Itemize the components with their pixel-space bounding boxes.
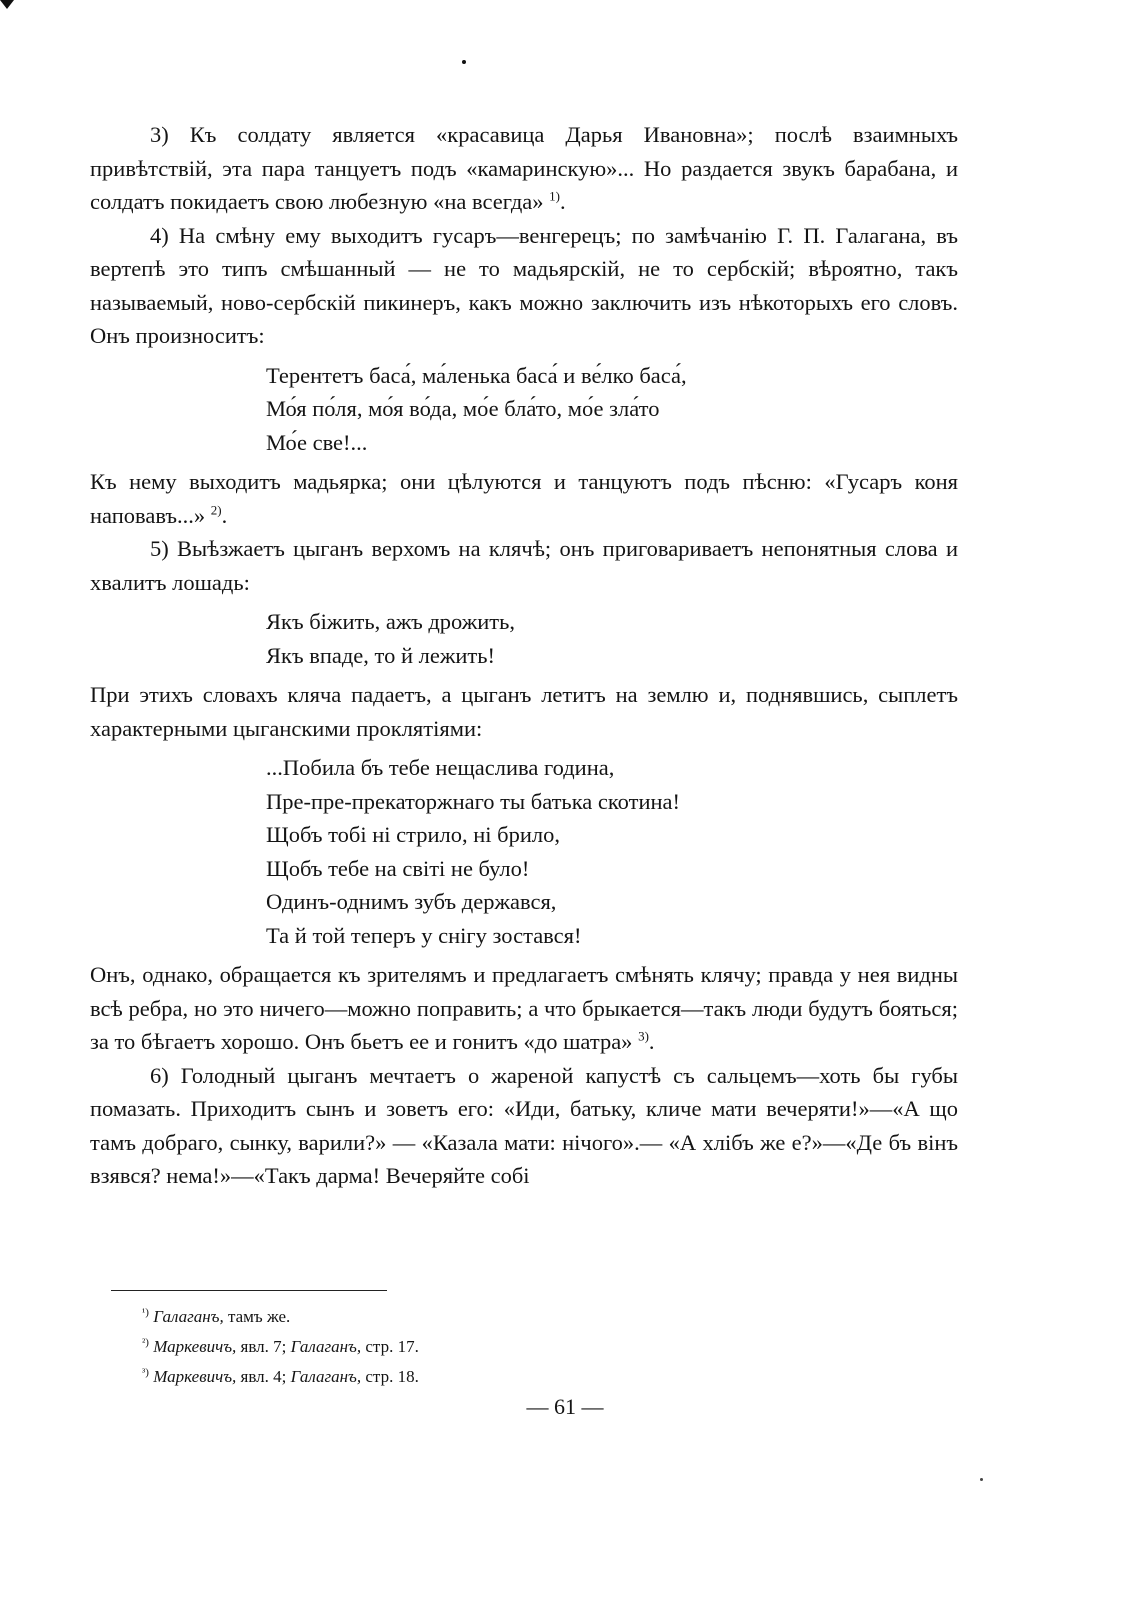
paragraph-text: 5) Выѣзжаетъ цыганъ верхомъ на клячѣ; онъ приговариваетъ непонятныя слова и хвалитъ лошадь: [90,536,958,595]
footnote-text: стр. 18. [361,1367,419,1386]
paragraph [90,678,958,745]
paragraph [90,1059,958,1193]
footnote-ref: 1) [549,188,560,204]
page-number: — 61 — [526,1394,604,1419]
verse-line: Мо́я по́ля, мо́я во́да, мо́е бла́то, мо́е зла́то [266,396,660,421]
footnotes [142,1302,742,1392]
footnote-mark: ¹) [142,1306,149,1319]
verse-line: Та й той теперъ у снігу зостався! [266,922,582,948]
footnote [142,1332,742,1362]
verse-line: Щобъ тобі ні стрило, ні брило, [266,822,560,847]
verse-line: ...Побила бъ тебе нещаслива година, [266,755,615,780]
footnote-author: Маркевичъ, [153,1367,237,1386]
footnote-text: явл. 7; [236,1337,291,1356]
main-text [90,118,958,1193]
paragraph [90,118,958,219]
verse-line: Якъ біжить, ажъ дрожить, [266,609,516,634]
footnote-mark: ³) [142,1366,149,1379]
verse-line: Мо́е све!... [266,429,368,455]
footnote [142,1302,742,1332]
footnote-text: явл. 4; [236,1367,291,1386]
footnote-author: Галаганъ, [290,1337,362,1356]
footnote-author: Галаганъ, [153,1307,224,1326]
verse [90,751,958,952]
paragraph-text: При этихъ словахъ кляча падаетъ, а цыганъ летитъ на землю и, поднявшись, сыплетъ характерными цыганскими проклятіями: [90,682,958,741]
paragraph [90,958,958,1059]
paragraph-tail: . [221,502,228,528]
footnote-text: тамъ же. [223,1307,291,1326]
paragraph-text: 6) Голодный цыганъ мечтаетъ о жареной капустѣ съ сальцемъ—хоть бы губы помазать. Приходитъ сынъ и зоветъ его: «Иди, батьку, кличе мати вечеряти!»—«А що тамъ добраго, сынку, варили?» — «Казала мати: нічого».— «А хлібъ же е?»—«Де бъ вінъ взявся? нема!»—«Такъ дарма! Вечеряйте собі [90,1062,958,1188]
footnote-author: Маркевичъ, [153,1337,237,1356]
verse [90,605,958,672]
verse-line: Якъ впаде, то й лежить! [266,642,495,668]
footnote-mark: ²) [142,1336,149,1349]
footnote-divider [111,1290,387,1291]
paragraph-tail: . [648,1029,655,1054]
footnote-author: Галаганъ, [290,1367,362,1386]
paragraph-text: 4) На смѣну ему выходитъ гусаръ—венгерецъ; по замѣчанію Г. П. Галагана, въ вертепѣ это типъ смѣшанный — не то мадьярскій, не то сербскій; вѣроятно, такъ называемый, ново-сербскій пикинеръ, какъ можно заключить изъ нѣкоторыхъ его словъ. Онъ произноситъ: [90,222,958,348]
paragraph [90,219,958,353]
verse [90,359,958,460]
paragraph-text: Къ нему выходитъ мадьярка; они цѣлуются и танцуютъ подъ пѣсню: «Гусаръ коня наповавъ...» [90,469,958,528]
footnote-ref: 2) [210,502,222,517]
verse-line: Пре-пре-прекаторжнаго ты батька скотина! [266,788,681,814]
paragraph-text: 3) Къ солдату является «красавица Дарья Ивановна»; послѣ взаимныхъ привѣтствій, эта пара танцуетъ подъ «камаринскую»... Но раздается звукъ барабана, и солдатъ покидаетъ свою любезную «на всегда» [90,122,958,214]
scan-speck [980,1478,983,1481]
footnote-text: стр. 17. [361,1337,419,1356]
paragraph [90,465,958,532]
verse-line: Терентетъ баса́, ма́ленька баса́ и ве́лко баса́, [266,362,687,388]
scan-speck [462,60,466,64]
verse-line: Одинъ-однимъ зубъ держався, [266,889,557,914]
footnote [142,1362,742,1392]
paragraph [90,532,958,599]
paragraph-text: Онъ, однако, обращается къ зрителямъ и предлагаетъ смѣнять клячу; правда у нея видны всѣ ребра, но это ничего—можно поправить; а что брыкается—такъ люди будутъ бояться; за то бѣгаетъ хорошо. Онъ бьетъ ее и гонитъ «до шатра» [90,962,958,1054]
corner-mark-icon [0,0,14,9]
paragraph-tail: . [560,189,566,214]
verse-line: Щобъ тебе на світі не було! [266,855,530,881]
footnote-ref: 3) [638,1028,649,1044]
